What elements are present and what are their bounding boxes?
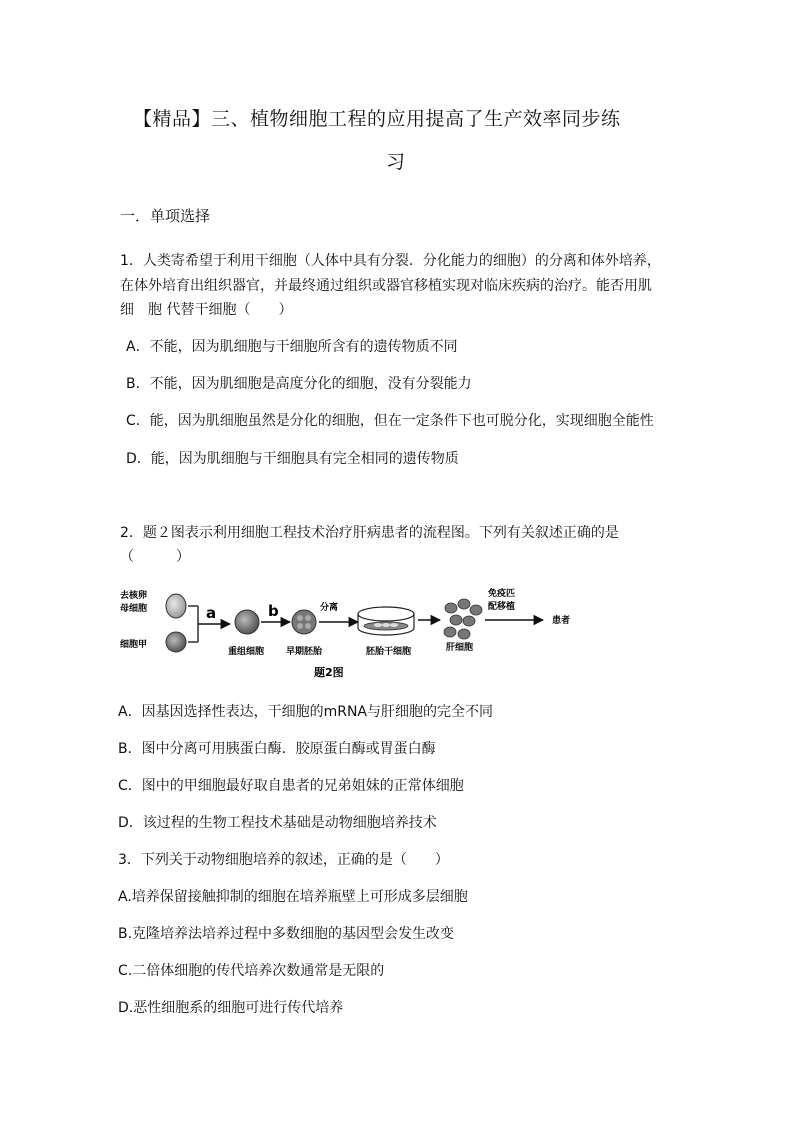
early-embryo-icon xyxy=(292,610,316,634)
recombined-cell-icon xyxy=(235,610,259,634)
label-separate: 分离 xyxy=(320,603,339,613)
label-recombined-cell: 重组细胞 xyxy=(228,647,265,657)
egg-cell-icon xyxy=(166,594,186,618)
label-early-embryo: 早期胚胎 xyxy=(286,647,323,657)
q2-option-d: D．该过程的生物工程技术基础是动物细胞培养技术 xyxy=(118,815,437,831)
q1-option-a: A．不能，因为肌细胞与干细胞所含有的遗传物质不同 xyxy=(126,339,458,355)
label-patient: 患者 xyxy=(552,616,571,626)
q2-stem-line2: （ ） xyxy=(120,549,190,565)
q2-option-b: B．图中分离可用胰蛋白酶．胶原蛋白酶或胃蛋白酶 xyxy=(118,741,436,757)
q3-option-a: A.培养保留接触抑制的细胞在培养瓶壁上可形成多层细胞 xyxy=(118,889,468,905)
q2-option-a: A．因基因选择性表达，干细胞的mRNA与肝细胞的完全不同 xyxy=(118,704,493,720)
q1-option-d: D．能，因为肌细胞与干细胞具有完全相同的遗传物质 xyxy=(126,451,459,467)
q1-stem-line2: 在体外培育出组织器官，并最终通过组织或器官移植实现对临床疾病的治疗。能否用肌 xyxy=(120,278,652,294)
label-embryonic-stem-cell: 胚胎干细胞 xyxy=(366,647,412,657)
label-enucleated-egg-1: 去核卵 xyxy=(120,591,148,601)
q3-option-d: D.恶性细胞系的细胞可进行传代培养 xyxy=(118,1000,344,1016)
q1-option-b: B．不能，因为肌细胞是高度分化的细胞，没有分裂能力 xyxy=(126,376,472,392)
liver-cells-icon xyxy=(444,599,482,639)
label-enucleated-egg-2: 母细胞 xyxy=(120,604,148,614)
body-cell-icon xyxy=(166,632,186,652)
section-heading: 一．单项选择 xyxy=(120,207,211,225)
arrow-a-label: a xyxy=(206,604,217,622)
arrow-b-label: b xyxy=(268,602,279,620)
q1-stem-line1: 1．人类寄希望于利用干细胞（人体中具有分裂．分化能力的细胞）的分离和体外培养， xyxy=(120,253,661,269)
document-title-line1: 【精品】三、植物细胞工程的应用提高了生产效率同步练 xyxy=(133,108,621,130)
q3-option-b: B.克隆培养法培养过程中多数细胞的基因型会发生改变 xyxy=(118,926,455,942)
liver-therapy-flow-diagram xyxy=(118,584,588,684)
figure-caption: 题2图 xyxy=(314,666,344,679)
petri-dish-icon xyxy=(358,607,414,621)
q3-option-c: C.二倍体细胞的传代培养次数通常是无限的 xyxy=(118,963,385,979)
label-liver-cell: 肝细胞 xyxy=(446,643,474,653)
q1-stem-line3: 细 胞 代替干细胞（ ） xyxy=(120,302,293,318)
q1-option-c: C．能，因为肌细胞虽然是分化的细胞，但在一定条件下也可脱分化，实现细胞全能性 xyxy=(126,413,654,429)
label-immune-match-1: 免疫匹 xyxy=(488,589,516,599)
label-cell-a: 细胞甲 xyxy=(120,640,148,650)
q2-option-c: C．图中的甲细胞最好取自患者的兄弟姐妹的正常体细胞 xyxy=(118,778,464,794)
document-title-line2: 习 xyxy=(386,151,406,173)
label-immune-match-2: 配移植 xyxy=(488,602,516,612)
q2-stem-line1: 2．题２图表示利用细胞工程技术治疗肝病患者的流程图。下列有关叙述正确的是 xyxy=(120,525,619,541)
q3-stem: 3．下列关于动物细胞培养的叙述，正确的是（ ） xyxy=(118,852,449,868)
